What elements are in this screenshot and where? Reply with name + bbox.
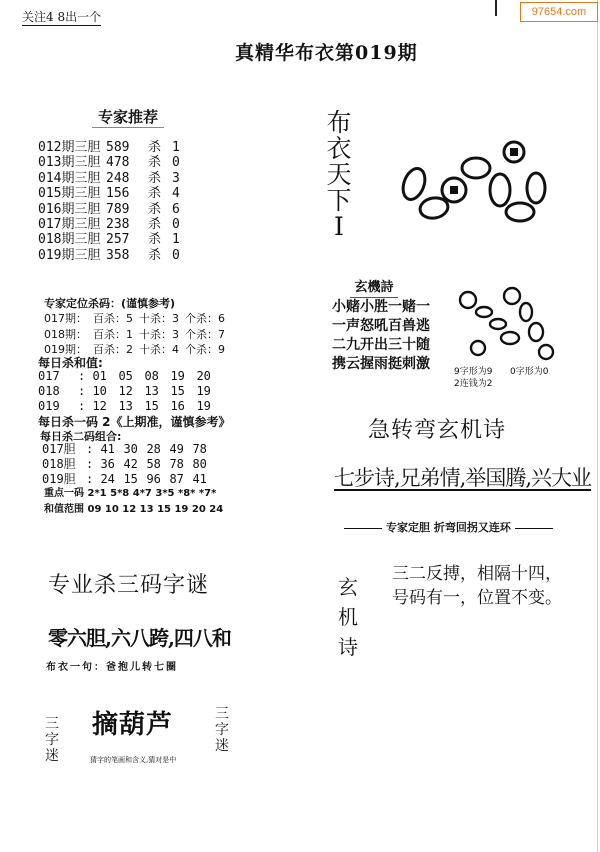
combo-value: 78 — [169, 457, 184, 471]
expert-row — [38, 232, 192, 247]
expert-numbers: 257 — [106, 232, 130, 248]
daily-kill-sum-list — [38, 369, 222, 414]
combo-row — [42, 442, 215, 457]
combo-value: 78 — [192, 442, 207, 456]
combo-period: 018胆 — [42, 457, 76, 471]
vertical-title-char: I — [334, 212, 344, 241]
mystery-poem-box — [332, 278, 430, 374]
expert-row — [38, 217, 192, 232]
mystery-poem-head: 玄機詩 — [350, 278, 398, 298]
vertical-title-char: 衣 — [326, 134, 352, 163]
coin-caption: 0字形为0 — [510, 367, 549, 377]
expert-period: 017期三胆 — [38, 217, 101, 233]
daily-kill-period: 017 — [38, 369, 60, 383]
combo-sep: : — [86, 472, 101, 486]
riddle-big-word: 摘葫芦 — [92, 710, 174, 740]
daily-kill-sep: : — [78, 369, 93, 383]
combo-row — [42, 457, 215, 472]
daily-kill-value: 05 — [118, 369, 133, 383]
daily-kill-value: 13 — [144, 384, 159, 398]
riddle-hint: 猜字的笔画和含义,猜对是中 — [90, 756, 177, 764]
expert-row — [38, 140, 192, 155]
riddle-line: 号码有一，位置不变。 — [392, 588, 562, 608]
zero-six-line: 零六胆,六八跨,四八和 — [48, 626, 231, 650]
mystery-poem-line: 二九开出三十随 — [332, 337, 430, 353]
expert-kill-label: 杀 — [148, 247, 162, 263]
expert-kill-value: 6 — [172, 201, 180, 217]
position-kill-cell: 十杀：3 — [139, 312, 179, 325]
position-kill-cell: 017期： — [44, 312, 87, 325]
expert-kill-value: 1 — [172, 232, 180, 248]
daily-kill-one-title: 每日杀一码 2《上期准，谨慎参考》 — [38, 415, 231, 429]
expert-kill-value: 0 — [172, 247, 180, 263]
expert-period: 016期三胆 — [38, 201, 101, 217]
position-kill-title: 专家定位杀码：(谨慎参考) — [44, 297, 176, 310]
position-kill-cell: 百杀：5 — [93, 312, 133, 325]
kill-two-combo-list — [42, 442, 215, 487]
combo-value: 58 — [146, 457, 161, 471]
daily-kill-period: 019 — [38, 399, 60, 413]
expert-numbers: 478 — [106, 155, 130, 171]
combo-value: 96 — [146, 472, 161, 486]
daily-kill-row — [38, 384, 222, 399]
coin-chain-illustration — [400, 140, 570, 230]
expert-kill-label: 杀 — [148, 170, 162, 186]
vertical-poem-char: 玄 — [338, 575, 358, 599]
combo-value: 24 — [100, 472, 115, 486]
expert-fixed-text: 专家定胆 折弯回拐又连环 — [386, 521, 511, 534]
riddle-poem-title: 急转弯玄机诗 — [368, 418, 507, 443]
mystery-poem-line: 一声怒吼百兽逃 — [332, 318, 430, 334]
vertical-title-char: 下 — [326, 186, 352, 215]
expert-row — [38, 248, 192, 263]
daily-kill-row — [38, 369, 222, 384]
daily-kill-row — [38, 399, 222, 414]
combo-period: 017胆 — [42, 442, 76, 456]
position-kill-cell: 个杀：9 — [185, 343, 225, 356]
coin-caption: 2连钱为2 — [454, 379, 493, 389]
vertical-char: 字 — [45, 732, 59, 748]
combo-value: 42 — [123, 457, 138, 471]
expert-row — [38, 171, 192, 186]
daily-kill-value: 01 — [92, 369, 107, 383]
expert-period: 019期三胆 — [38, 247, 101, 263]
position-kill-cell: 十杀：3 — [139, 327, 179, 341]
expert-row — [38, 186, 192, 201]
expert-kill-value: 0 — [172, 217, 180, 233]
daily-kill-value: 08 — [144, 369, 159, 383]
daily-kill-value: 12 — [118, 384, 133, 398]
vertical-poem-label — [336, 572, 360, 662]
position-kill-row — [44, 327, 231, 343]
position-kill-cell: 个杀：7 — [185, 327, 225, 341]
expert-title: 专家推荐 — [92, 106, 164, 128]
vertical-title-char: 布 — [326, 108, 352, 137]
seven-step-poem-line: 七步诗,兄弟情,举国腾,兴大业 — [334, 466, 592, 490]
combo-value: 41 — [192, 472, 207, 486]
expert-period: 018期三胆 — [38, 232, 101, 248]
expert-fixed-line — [340, 519, 557, 535]
combo-value: 41 — [100, 442, 115, 456]
expert-kill-value: 0 — [172, 155, 180, 171]
combo-sep: : — [86, 457, 101, 471]
position-kill-cell: 百杀：2 — [93, 343, 133, 356]
vertical-char: 三 — [45, 716, 59, 732]
daily-kill-sum-title: 每日杀和值: — [38, 356, 103, 370]
daily-kill-value: 16 — [170, 399, 185, 413]
top-mark — [495, 0, 497, 16]
daily-kill-sep: : — [78, 384, 93, 398]
expert-kill-label: 杀 — [148, 217, 162, 233]
expert-numbers: 248 — [106, 170, 130, 186]
expert-kill-label: 杀 — [148, 155, 162, 171]
daily-kill-value: 10 — [92, 384, 107, 398]
position-kill-cell: 十杀：4 — [139, 343, 179, 356]
expert-numbers: 789 — [106, 201, 130, 217]
combo-value: 36 — [100, 457, 115, 471]
top-note: 关注4 8出一个 — [22, 10, 102, 24]
daily-kill-value: 19 — [170, 369, 185, 383]
expert-row — [38, 202, 192, 217]
expert-period: 013期三胆 — [38, 155, 101, 171]
expert-kill-label: 杀 — [148, 201, 162, 217]
three-word-riddle-left — [44, 716, 60, 764]
mystery-poem-line: 携云握雨挺刺激 — [332, 356, 430, 372]
daily-kill-value: 15 — [144, 399, 159, 413]
daily-kill-value: 19 — [196, 399, 211, 413]
position-kill-cell: 018期： — [44, 327, 87, 341]
buyi-sentence: 布衣一句：爸抱儿转七圈 — [46, 662, 178, 673]
sum-range-line: 和值范围 09 10 12 13 15 19 20 24 — [44, 504, 224, 515]
expert-kill-label: 杀 — [148, 140, 162, 155]
combo-value: 87 — [169, 472, 184, 486]
expert-period: 012期三胆 — [38, 140, 101, 155]
expert-numbers: 156 — [106, 186, 130, 202]
vertical-poem-char: 诗 — [338, 635, 358, 659]
kill-two-combo-title: 每日杀二码组合: — [40, 430, 122, 443]
expert-period: 014期三胆 — [38, 170, 101, 186]
daily-kill-value: 12 — [92, 399, 107, 413]
expert-row — [38, 155, 192, 170]
coin-caption: 9字形为9 — [454, 367, 493, 377]
key-code-line: 重点一码 2*1 5*8 4*7 3*5 *8* *7* — [44, 488, 217, 499]
combo-value: 80 — [192, 457, 207, 471]
position-kill-cell: 019期： — [44, 343, 87, 356]
vertical-poem-char: 机 — [338, 605, 358, 629]
daily-kill-value: 20 — [196, 369, 211, 383]
vertical-char: 迷 — [215, 738, 229, 754]
vertical-title-char: 天 — [326, 160, 352, 189]
coin-chain-illustration-small — [458, 282, 558, 364]
position-kill-row — [44, 311, 231, 327]
position-kill-cell: 个杀：6 — [185, 312, 225, 325]
combo-value: 15 — [123, 472, 138, 486]
daily-kill-sep: : — [78, 399, 93, 413]
expert-kill-label: 杀 — [148, 186, 162, 202]
expert-numbers: 238 — [106, 217, 130, 233]
kill-three-riddle-title: 专业杀三码字谜 — [48, 573, 210, 598]
combo-sep: : — [86, 442, 101, 456]
expert-kill-label: 杀 — [148, 232, 162, 248]
riddle-text — [392, 562, 562, 610]
expert-list — [38, 140, 192, 263]
expert-kill-value: 3 — [172, 170, 180, 186]
vertical-title — [324, 110, 354, 240]
expert-numbers: 589 — [106, 140, 130, 155]
mystery-poem-line: 小赌小胜一赌一 — [332, 299, 430, 315]
page-edge-rule — [597, 0, 598, 852]
vertical-char: 迷 — [45, 748, 59, 764]
daily-kill-value: 13 — [118, 399, 133, 413]
combo-value: 30 — [123, 442, 138, 456]
expert-kill-value: 1 — [172, 140, 180, 155]
position-kill-list — [44, 311, 231, 358]
position-kill-cell: 百杀：1 — [93, 327, 133, 341]
page-title: 真精华布衣第019期 — [235, 42, 418, 64]
vertical-char: 三 — [215, 706, 229, 722]
daily-kill-value: 19 — [196, 384, 211, 398]
expert-numbers: 358 — [106, 247, 130, 263]
daily-kill-period: 018 — [38, 384, 60, 398]
daily-kill-value: 15 — [170, 384, 185, 398]
three-word-riddle-right — [214, 706, 230, 754]
expert-kill-value: 4 — [172, 186, 180, 202]
riddle-line: 三二反搏，相隔十四， — [392, 564, 562, 584]
combo-value: 49 — [169, 442, 184, 456]
combo-period: 019胆 — [42, 472, 76, 486]
combo-value: 28 — [146, 442, 161, 456]
expert-period: 015期三胆 — [38, 186, 101, 202]
vertical-char: 字 — [215, 722, 229, 738]
site-watermark: 97654.com — [520, 2, 598, 22]
